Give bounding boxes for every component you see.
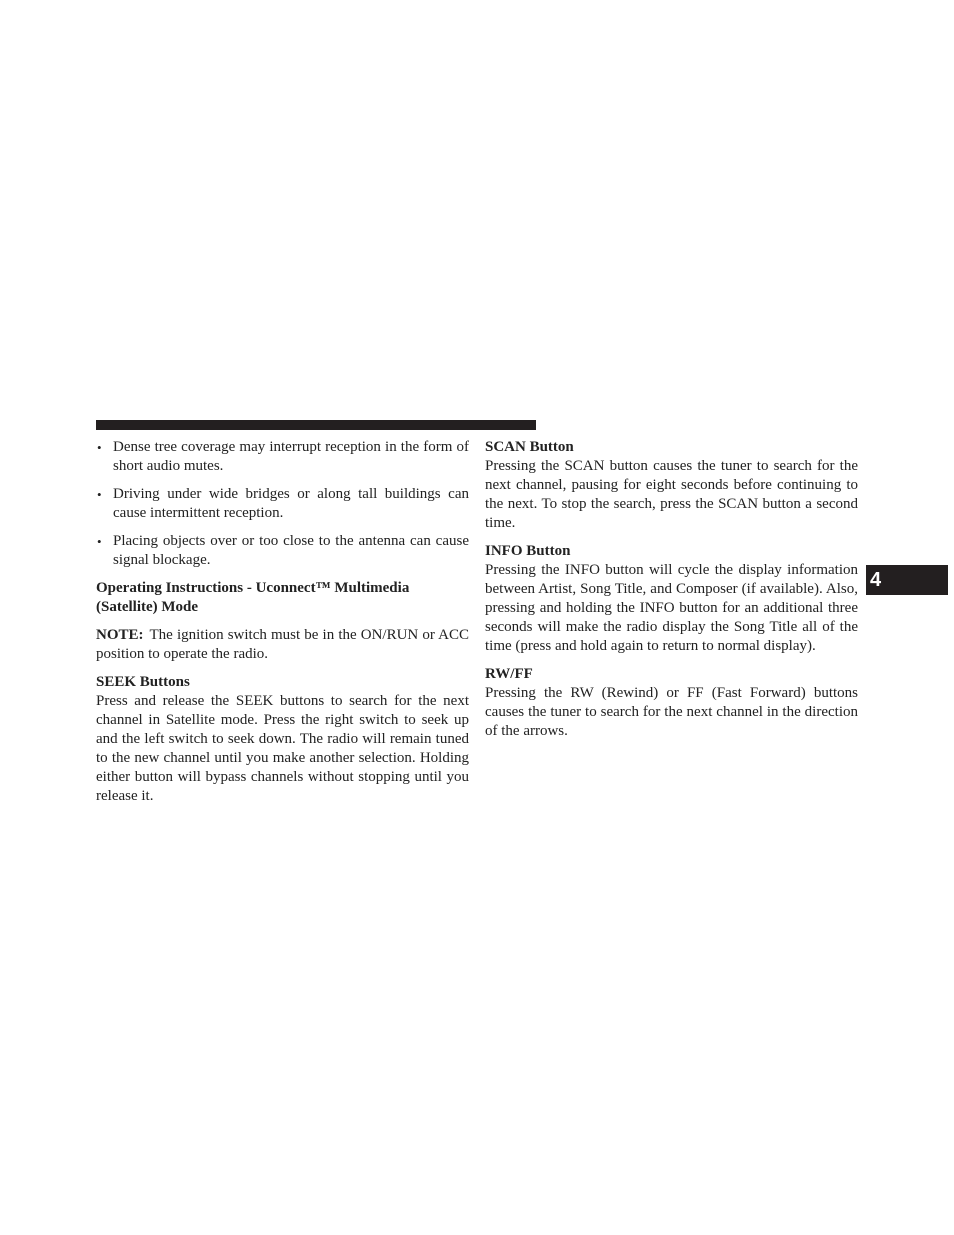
bullet-text: Placing objects over or too close to the antenna can cause signal blockage. xyxy=(113,533,469,568)
seek-section xyxy=(96,673,469,806)
operating-section xyxy=(96,579,469,617)
bullet-text: Dense tree coverage may interrupt reception in the form of short audio mutes. xyxy=(113,439,469,474)
info-heading: INFO Button xyxy=(485,543,571,559)
bullet-item xyxy=(96,485,469,523)
rwff-section xyxy=(485,665,858,741)
left-column xyxy=(96,438,469,815)
seek-heading: SEEK Buttons xyxy=(96,674,190,690)
header-rule xyxy=(96,420,536,430)
chapter-number: 4 xyxy=(870,569,882,591)
reception-bullet-list xyxy=(96,438,469,570)
seek-body: Press and release the SEEK buttons to search for the next channel in Satellite mode. Press the right switch to seek up and the left switch to seek down. The radio will remain tuned to the new channel until you make another selection. Holding either button will bypass channels without stopping until you release it. xyxy=(96,693,469,804)
right-column xyxy=(485,438,858,750)
scan-heading: SCAN Button xyxy=(485,439,574,455)
bullet-icon: • xyxy=(97,487,102,502)
bullet-icon: • xyxy=(97,534,102,549)
chapter-tab xyxy=(866,565,948,595)
bullet-item xyxy=(96,532,469,570)
operating-heading: Operating Instructions - Uconnect™ Multimedia (Satellite) Mode xyxy=(96,580,410,615)
rwff-body: Pressing the RW (Rewind) or FF (Fast Forward) buttons causes the tuner to search for the next channel in the direction of the arrows. xyxy=(485,685,858,739)
rwff-heading: RW/FF xyxy=(485,666,533,682)
note-text: The ignition switch must be in the ON/RUN or ACC position to operate the radio. xyxy=(96,627,469,662)
note-label: NOTE: xyxy=(96,627,144,643)
bullet-icon: • xyxy=(97,440,102,455)
bullet-text: Driving under wide bridges or along tall buildings can cause intermittent reception. xyxy=(113,486,469,521)
note-paragraph xyxy=(96,626,469,664)
info-section xyxy=(485,542,858,656)
info-body: Pressing the INFO button will cycle the display information between Artist, Song Title, and Composer (if available). Also, pressing and holding the INFO button for an additional three seconds will make the radio display the Song Title all of the time (press and hold again to return to normal display). xyxy=(485,562,858,654)
bullet-item xyxy=(96,438,469,476)
scan-section xyxy=(485,438,858,533)
scan-body: Pressing the SCAN button causes the tuner to search for the next channel, pausing for eight seconds before continuing to the next. To stop the search, press the SCAN button a second time. xyxy=(485,458,858,531)
